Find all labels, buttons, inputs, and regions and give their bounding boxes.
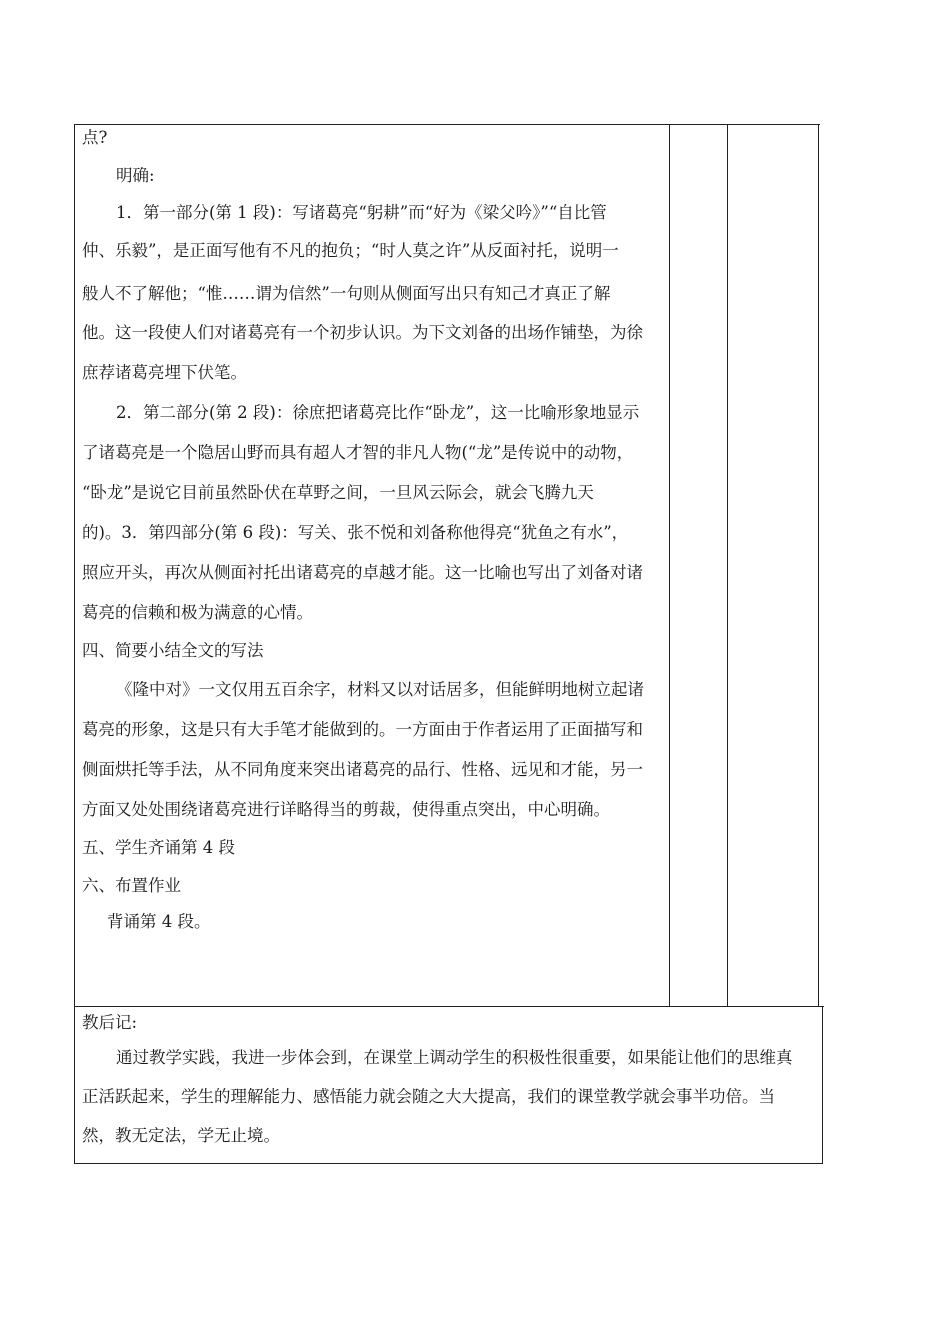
text-line: 照应开头，再次从侧面衬托出诸葛亮的卓越才能。这一比喻也写出了刘备对诸 — [82, 563, 643, 582]
reflection-label: 教后记: — [82, 1013, 138, 1032]
text-line: 点? — [82, 128, 108, 147]
row-divider — [74, 1006, 824, 1007]
table-top-border — [74, 124, 820, 125]
text-line: 明确: — [116, 166, 155, 185]
text-line: 庶荐诸葛亮埋下伏笔。 — [82, 363, 247, 382]
table-right-border-lower — [822, 1006, 823, 1164]
section-heading: 六、布置作业 — [82, 876, 181, 895]
text-line: 侧面烘托等手法，从不同角度来突出诸葛亮的品行、性格、远见和才能，另一 — [82, 760, 643, 779]
text-line: 般人不了解他；“惟……谓为信然”一句则从侧面写出只有知己才真正了解 — [82, 284, 611, 303]
text-line: 葛亮的信赖和极为满意的心情。 — [82, 603, 313, 622]
text-line: 他。这一段使人们对诸葛亮有一个初步认识。为下文刘备的出场作铺垫，为徐 — [82, 323, 643, 342]
text-line: 方面又处处围绕诸葛亮进行详略得当的剪裁，使得重点突出，中心明确。 — [82, 800, 610, 819]
column-divider-2 — [727, 124, 728, 1007]
reflection-line: 正活跃起来，学生的理解能力、感悟能力就会随之大大提高，我们的课堂教学就会事半功倍。当 — [82, 1087, 775, 1106]
text-line: 《隆中对》一文仅用五百余字，材料又以对话居多，但能鲜明地树立起诸 — [116, 680, 644, 699]
text-line: 2．第二部分(第 2 段)：徐庶把诸葛亮比作“卧龙”，这一比喻形象地显示 — [116, 403, 640, 422]
section-heading: 四、简要小结全文的写法 — [82, 641, 264, 660]
table-bottom-border — [74, 1163, 823, 1164]
text-line: “卧龙”是说它目前虽然卧伏在草野之间，一旦风云际会，就会飞腾九天 — [82, 483, 594, 502]
text-line: 背诵第 4 段。 — [107, 912, 211, 931]
text-line: 的)。3．第四部分(第 6 段)：写关、张不悦和刘备称他得亮“犹鱼之有水”， — [82, 523, 629, 542]
text-line: 1．第一部分(第 1 段)：写诸葛亮“躬耕”而“好为《梁父吟》”“自比管 — [116, 203, 607, 222]
reflection-line: 然，教无定法，学无止境。 — [82, 1126, 280, 1145]
text-line: 仲、乐毅”，是正面写他有不凡的抱负；“时人莫之许”从反面衬托，说明一 — [82, 241, 619, 260]
column-divider-1 — [669, 124, 670, 1007]
table-right-border-upper — [818, 124, 819, 1007]
text-line: 了诸葛亮是一个隐居山野而具有超人才智的非凡人物(“龙”是传说中的动物， — [82, 443, 634, 462]
section-heading: 五、学生齐诵第 4 段 — [82, 838, 235, 857]
reflection-line: 通过教学实践，我进一步体会到，在课堂上调动学生的积极性很重要，如果能让他们的思维真 — [116, 1048, 793, 1067]
table-left-border — [74, 124, 75, 1164]
text-line: 葛亮的形象，这是只有大手笔才能做到的。一方面由于作者运用了正面描写和 — [82, 720, 643, 739]
